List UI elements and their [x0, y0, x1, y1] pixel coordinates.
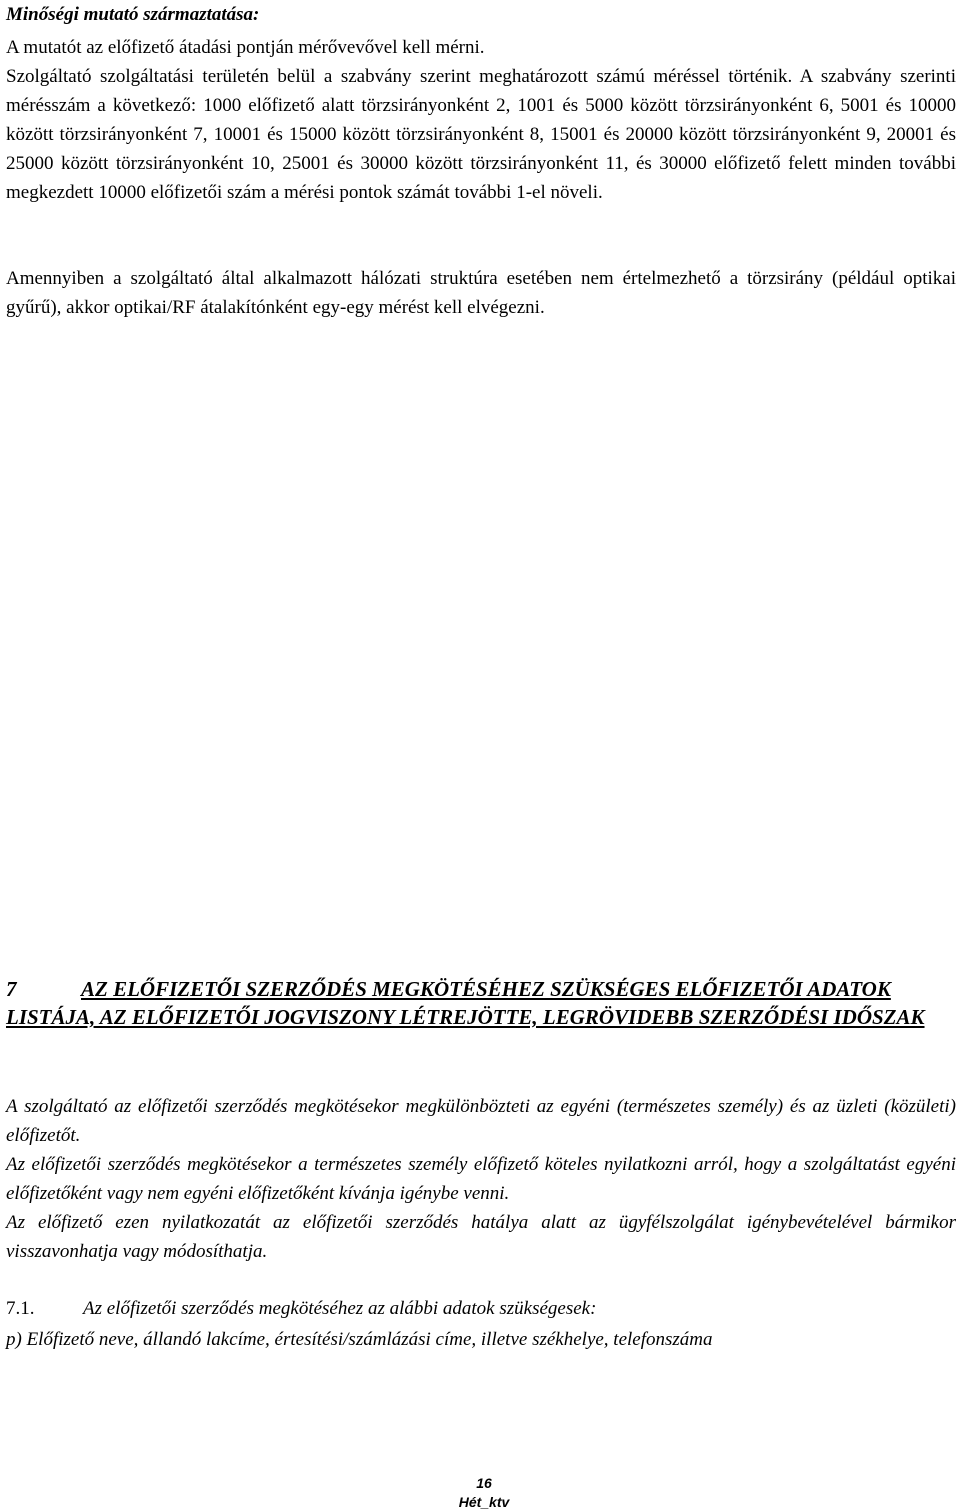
- subsection-7-1-title: Az előfizetői szerződés megkötéséhez az alábbi adatok szükségesek:: [83, 1298, 597, 1319]
- section-7-paragraph-3: Az előfizető ezen nyilatkozatát az előfizetői szerződés hatálya alatt az ügyfélszolgálat igénybevételével bármikor visszavonhatja vagy módosíthatja.: [6, 1212, 956, 1262]
- section-7-paragraph-2: Az előfizetői szerződés megkötésekor a természetes személy előfizető köteles nyilatkozni arról, hogy a szolgáltatást egyéni előfizetőként vagy nem egyéni előfizetőként kívánja igénybe venni.: [6, 1154, 956, 1204]
- footer-company: Hét_ktv: [458, 1494, 510, 1510]
- section-a-paragraph-2: Amennyiben a szolgáltató által alkalmazott hálózati struktúra esetében nem értelmezhető a törzsirány (például optikai gyűrű), akkor optikai/RF átalakítónként egy-egy mérést kell elvégezni.: [6, 268, 956, 318]
- section-7-heading: [6, 975, 956, 1031]
- list-item-p: p) Előfizető neve, állandó lakcíme, értesítési/számlázási címe, illetve székhelye, telefonszáma: [6, 1329, 713, 1350]
- section-a-line1: A mutatót az előfizető átadási pontján mérővevővel kell mérni.: [6, 37, 485, 58]
- subsection-7-1-number: 7.1.: [6, 1298, 35, 1319]
- footer-page-number: 16: [476, 1475, 492, 1491]
- section-7-paragraph-1: A szolgáltató az előfizetői szerződés megkötésekor megkülönbözteti az egyéni (természetes személy) és az üzleti (közületi) előfizetőt.: [6, 1096, 956, 1146]
- section-a-paragraph-1: Szolgáltató szolgáltatási területén belül a szabvány szerint meghatározott számú méréssel történik. A szabvány szerinti mérésszám a következő: 1000 előfizető alatt törzsirányonként 2, 1001 és 5000 között törzsirányonként 6, 5001 és 10000 között törzsirányonként 7, 10001 és 15000 között törzsirányonként 8, 15001 és 20000 között törzsirányonként 9, 20001 és 25000 között törzsirányonként 10, 25001 és 30000 között törzsirányonként 11, és 30000 előfizető felett minden további megkezdett 10000 előfizetői szám a mérési pontok számát további 1-el növeli.: [6, 66, 956, 203]
- subsection-7-1-heading: [6, 1294, 956, 1323]
- section-7-title: AZ ELŐFIZETŐI SZERZŐDÉS MEGKÖTÉSÉHEZ SZÜKSÉGES ELŐFIZETŐI ADATOK LISTÁJA, AZ ELŐFIZETŐI JOGVISZONY LÉTREJÖTTE, LEGRÖVIDEBB SZERZŐDÉSI IDŐSZAK: [6, 977, 925, 1029]
- section-7-number: 7: [6, 977, 17, 1001]
- section-a-heading: Minőségi mutató származtatása:: [6, 4, 260, 25]
